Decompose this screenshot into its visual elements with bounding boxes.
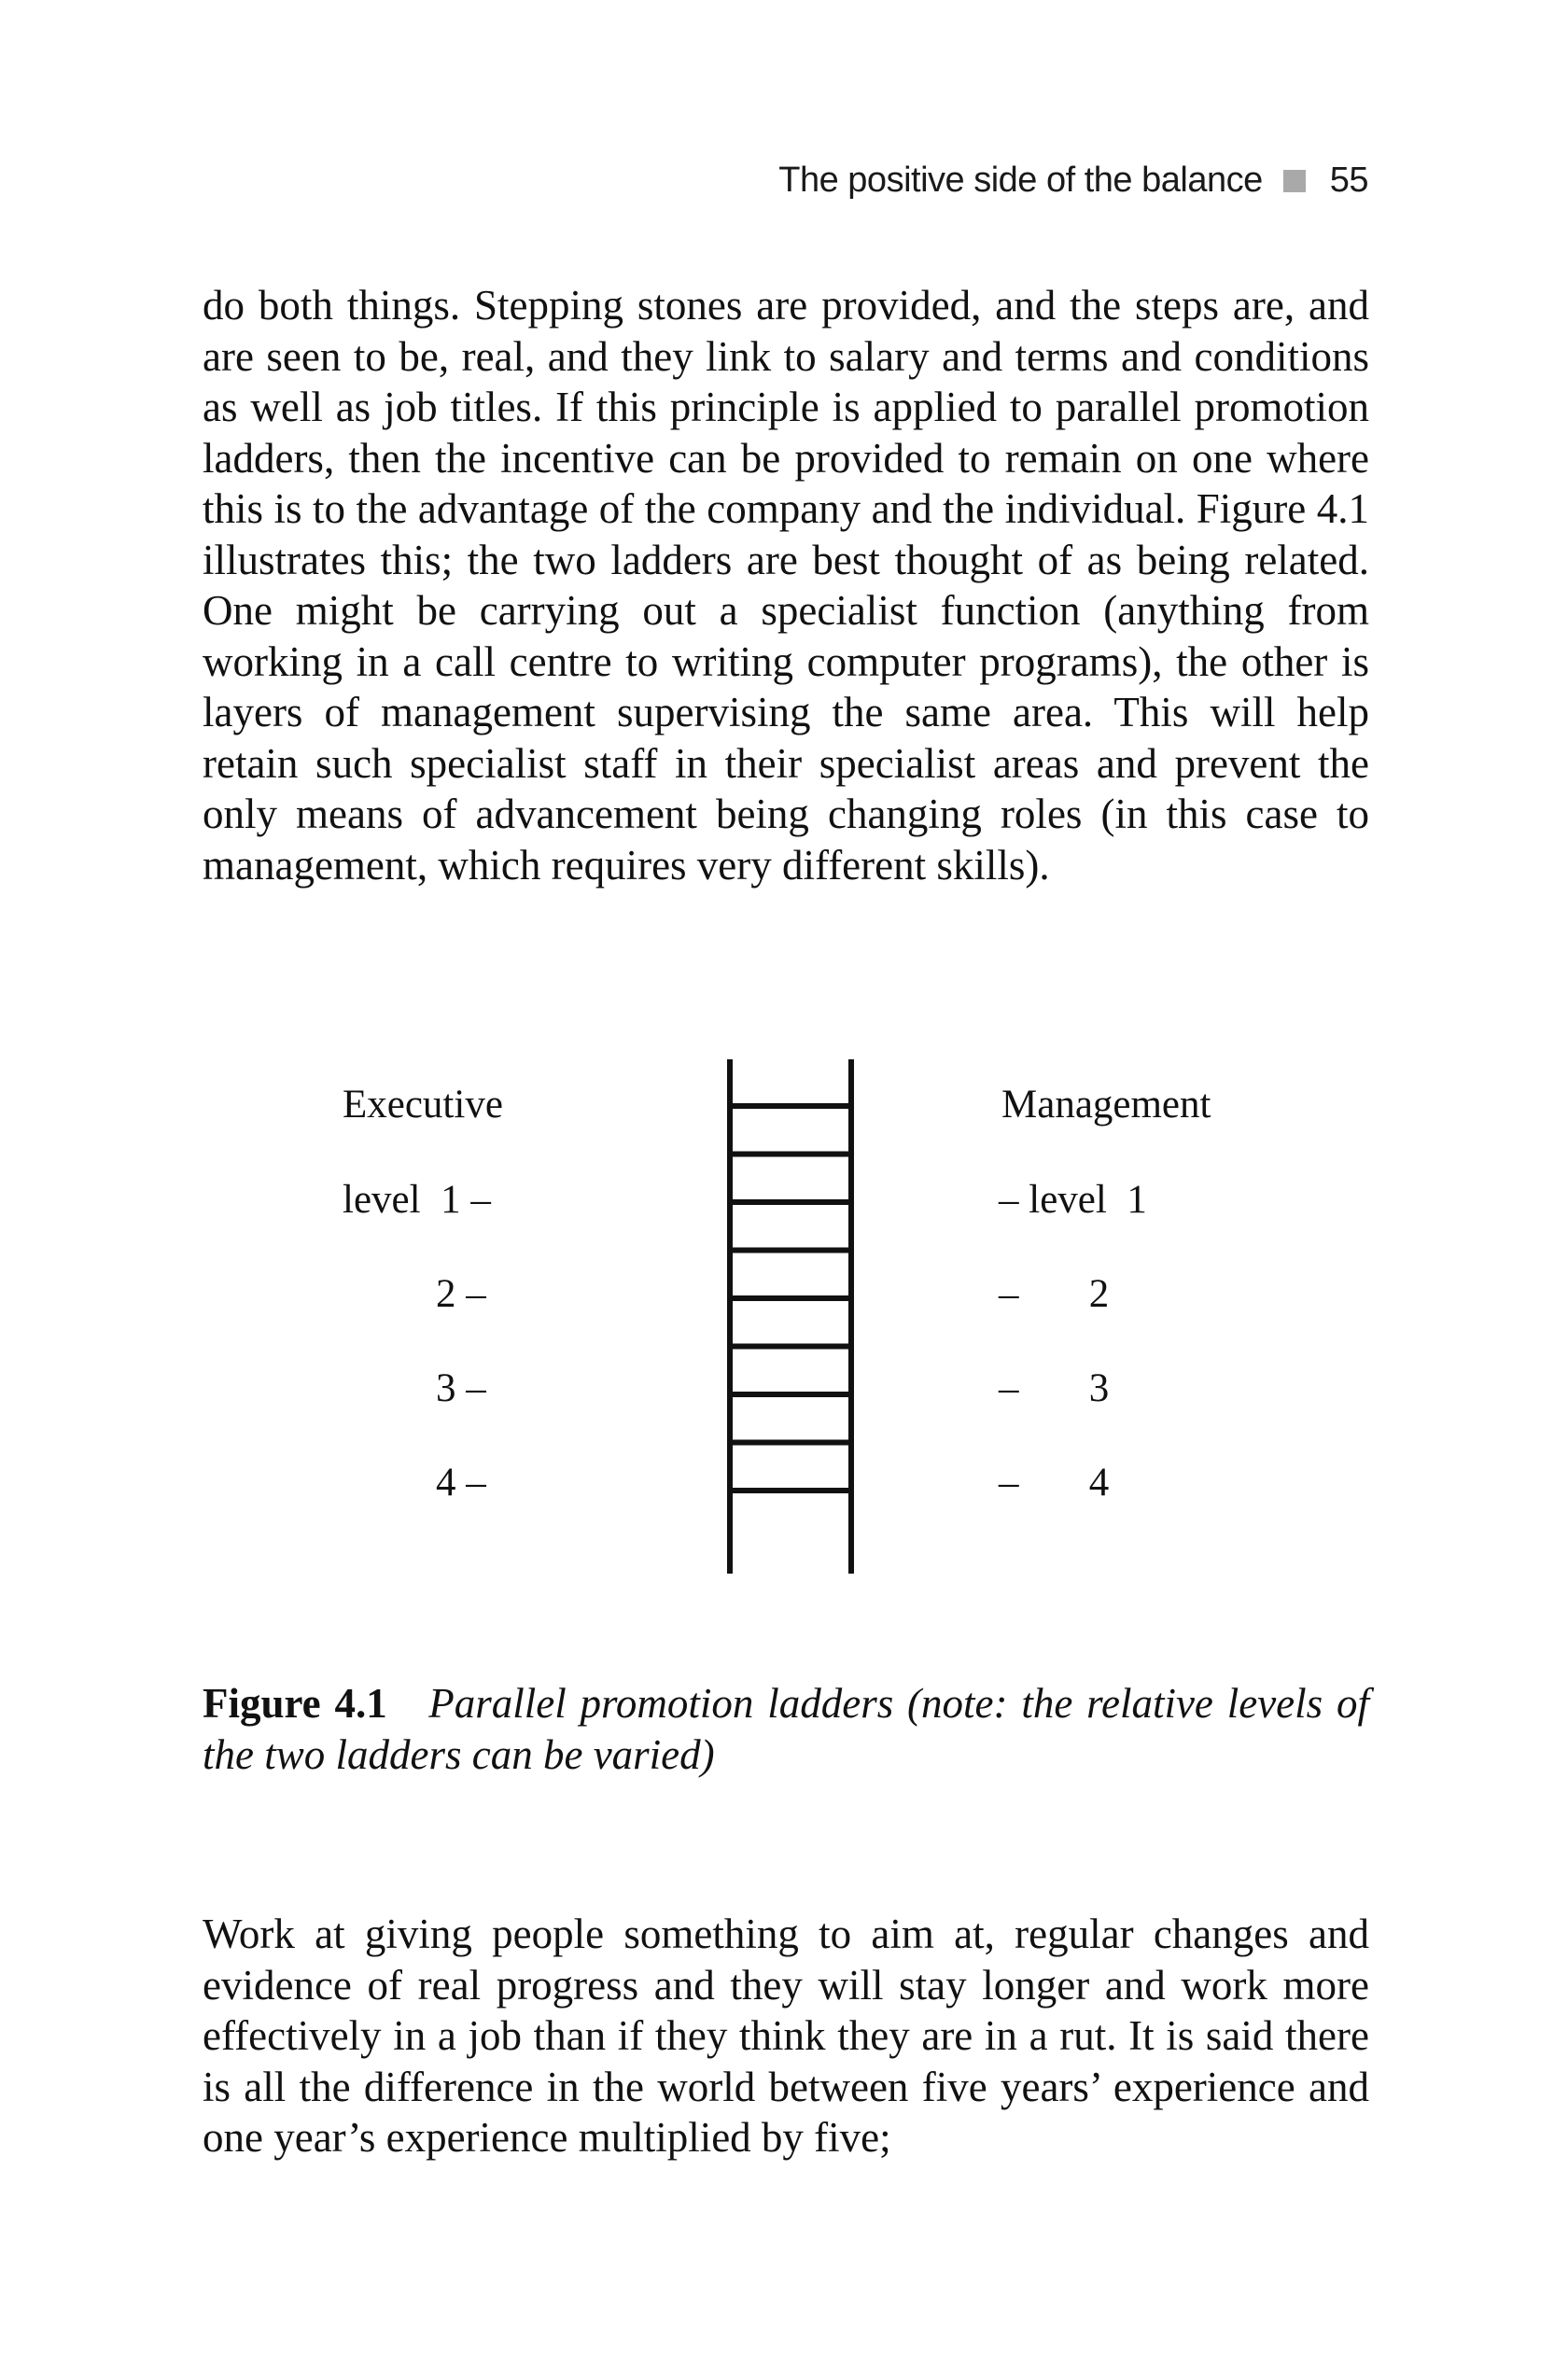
figure-caption-text: Parallel promotion ladders (note: the relative levels of the two ladders can be varied) — [203, 1680, 1369, 1778]
right-level-3-label: – 3 — [999, 1366, 1110, 1410]
right-level-2-label: – 2 — [999, 1272, 1110, 1316]
right-level-4-label: – 4 — [999, 1461, 1110, 1505]
running-title: The positive side of the balance — [778, 161, 1263, 200]
left-level-2-label: 2 – — [436, 1272, 486, 1316]
figure-caption-number: Figure 4.1 — [203, 1680, 387, 1727]
left-level-1-label: level 1 – — [343, 1178, 491, 1222]
body-paragraph-2: Work at giving people something to aim at, regular changes and evidence of real progress and they will stay longer and work more effectively in a job than if they think they are in a rut. It is said there is all the difference in the world between five years’ experience and one year’s experience multiplied by five; — [203, 1911, 1369, 2161]
page-number: 55 — [1329, 161, 1368, 200]
right-ladder-title: Management — [1001, 1083, 1211, 1127]
left-level-4-label: 4 – — [436, 1461, 486, 1505]
left-level-3-label: 3 – — [436, 1366, 486, 1410]
left-ladder-title: Executive — [343, 1083, 503, 1127]
right-level-1-label: – level 1 — [999, 1178, 1147, 1222]
figure-caption — [203, 1678, 1369, 1780]
body-paragraph-1: do both things. Stepping stones are provided, and the steps are, and are seen to be, real, and they link to salary and terms and conditions as well as job titles. If this principle is applied to parallel promotion ladders, then the incentive can be provided to remain on one where this is to the advantage of the company and the individual. Figure 4.1 illustrates this; the two ladders are best thought of as being related. One might be carrying out a specialist function (anything from working in a call centre to writing computer programs), the other is layers of management supervising the same area. This will help retain such specialist staff in their specialist areas and prevent the only means of advancement being changing roles (in this case to management, which requires very different skills). — [203, 282, 1369, 889]
